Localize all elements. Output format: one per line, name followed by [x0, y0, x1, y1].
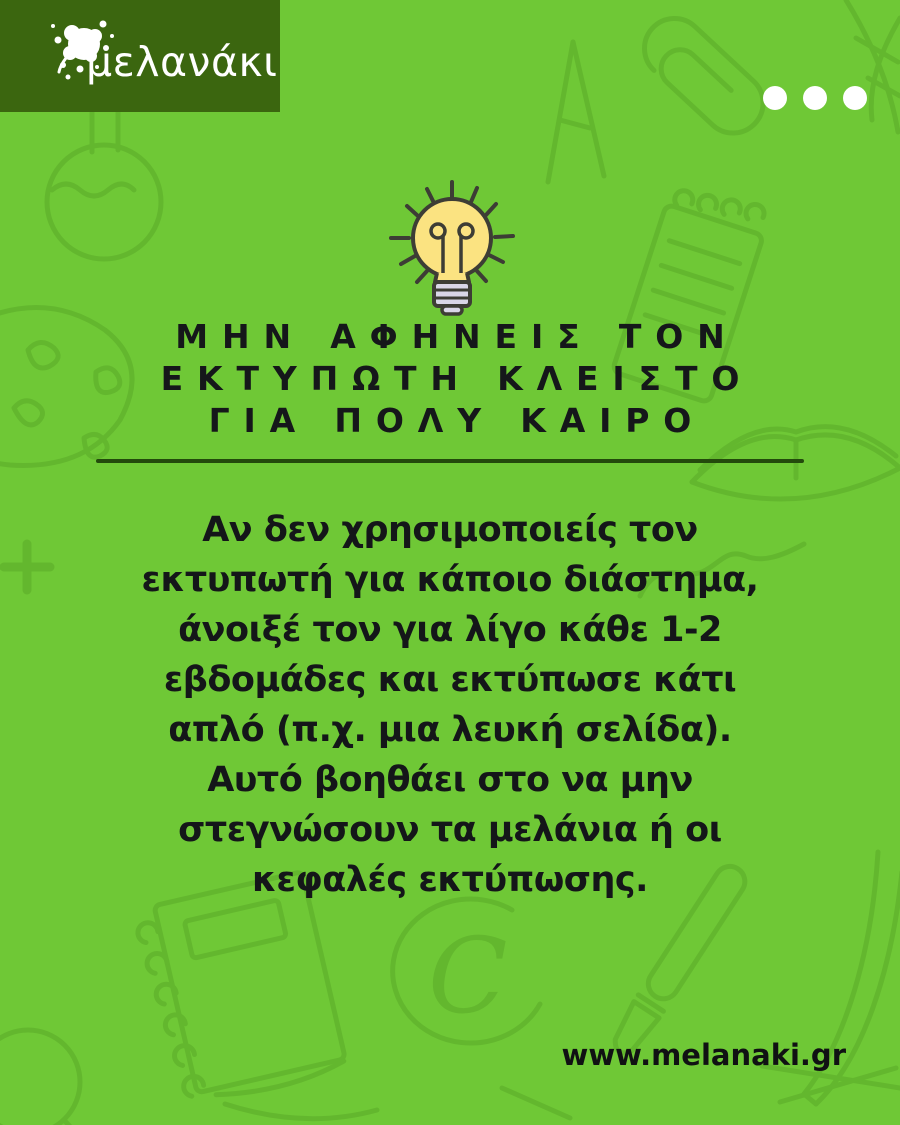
flask-doodle	[47, 112, 161, 259]
svg-text:C: C	[428, 915, 508, 1037]
post-body-text	[30, 505, 870, 905]
scribble-doodle	[225, 1104, 377, 1119]
body-line: εκτυπωτή για κάποιο διάστημα,	[141, 560, 759, 600]
title-line: ΓΙΑ ΠΟΛΥ ΚΑΙΡΟ	[208, 401, 706, 440]
ellipsis-dots-icon	[763, 86, 867, 110]
logo-banner	[0, 0, 280, 112]
dot	[803, 86, 827, 110]
body-line: κεφαλές εκτύπωσης.	[252, 860, 648, 900]
body-line: άνοιξέ τον για λίγο κάθε 1-2	[178, 610, 722, 650]
magnifier-doodle	[0, 1030, 92, 1125]
body-line: Αν δεν χρησιμοποιείς τον	[202, 510, 698, 550]
body-line: στεγνώσουν τα μελάνια ή οι	[178, 810, 722, 850]
lightbulb-icon	[385, 176, 519, 322]
letter-c-circle-doodle	[393, 899, 540, 1043]
dot	[843, 86, 867, 110]
body-line: απλό (π.χ. μια λευκή σελίδα).	[168, 710, 732, 750]
paperclip-doodle	[632, 6, 775, 145]
body-line: Αυτό βοηθάει στο να μην	[207, 760, 693, 800]
brand-wordmark: μελανάκι	[86, 38, 278, 86]
website-url: www.melanaki.gr	[561, 1038, 846, 1072]
title-line: ΜΗΝ ΑΦΗΝΕΙΣ ΤΟΝ	[175, 317, 739, 356]
set-square-doodle	[548, 42, 604, 182]
post-title	[0, 316, 900, 442]
scribble-doodle	[502, 1088, 570, 1118]
dot	[763, 86, 787, 110]
leaf-doodle	[846, 0, 900, 132]
title-line: ΕΚΤΥΠΩΤΗ ΚΛΕΙΣΤΟ	[160, 359, 754, 398]
spiral-notebook-doodle	[133, 872, 348, 1110]
divider-line	[96, 459, 804, 463]
body-line: εβδομάδες και εκτύπωσε κάτι	[163, 660, 737, 700]
